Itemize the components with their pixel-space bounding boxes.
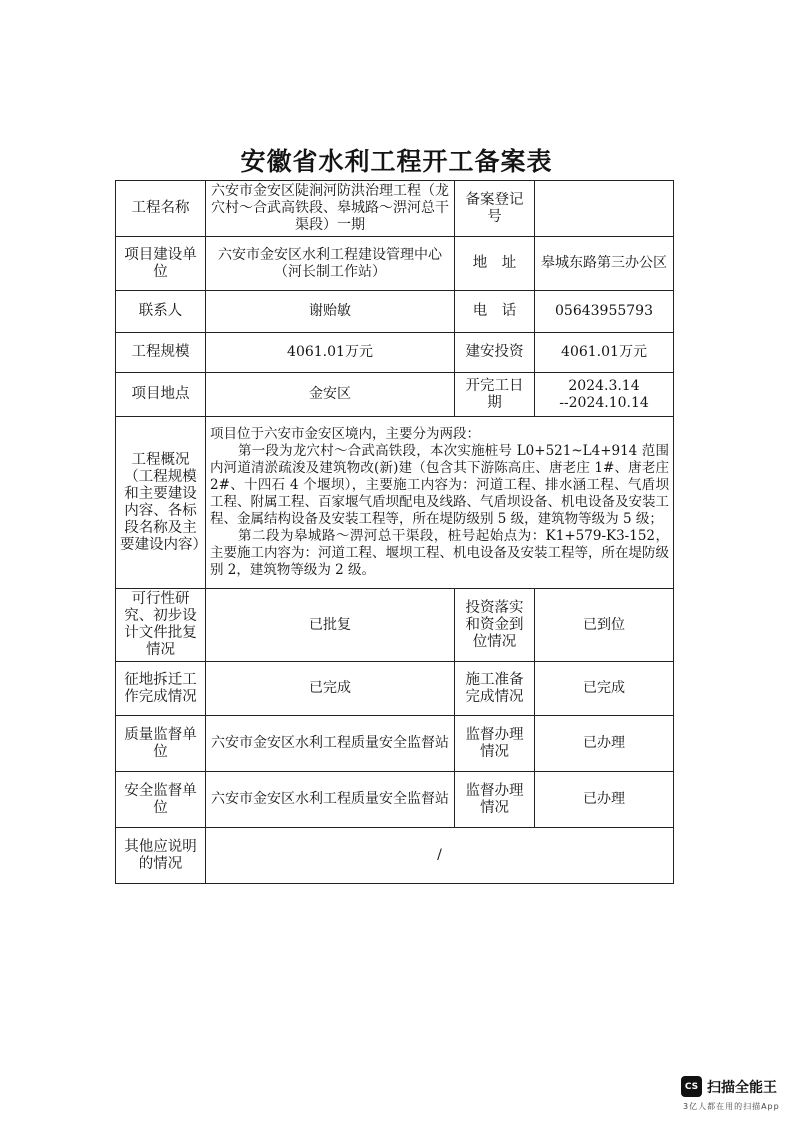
label-project-name: 工程名称	[116, 181, 206, 237]
row-approval	[116, 589, 674, 662]
value-safety-supervision-unit: 六安市金安区水利工程质量安全监督站	[206, 772, 455, 828]
row-overview	[116, 417, 674, 589]
row-project-name	[116, 181, 674, 237]
overview-paragraph-3: 第二段为皋城路～淠河总干渠段，桩号起始点为：K1+579-K3-152，主要施工内容为：河道工程、堰坝工程、机电设备及安装工程等，所在堤防级别 2，建筑物等级为 2 级。	[210, 528, 669, 578]
filing-form-table	[115, 180, 674, 884]
label-other-notes: 其他应说明的情况	[116, 828, 206, 884]
value-safety-supervision-status: 已办理	[535, 772, 674, 828]
value-land-acquisition: 已完成	[206, 662, 455, 716]
value-funding-status: 已到位	[535, 589, 674, 662]
overview-paragraph-1: 项目位于六安市金安区境内，主要分为两段：	[210, 426, 480, 442]
value-phone: 05643955793	[535, 291, 674, 333]
label-phone: 电 话	[455, 291, 535, 333]
label-feasibility-approval: 可行性研究、初步设计文件批复情况	[116, 589, 206, 662]
row-location	[116, 373, 674, 417]
row-quality-supervision	[116, 716, 674, 772]
end-date: --2024.10.14	[559, 394, 649, 411]
value-construction-investment: 4061.01万元	[535, 333, 674, 373]
start-date: 2024.3.14	[568, 377, 640, 394]
value-feasibility-approval: 已批复	[206, 589, 455, 662]
label-safety-supervision-status: 监督办理情况	[455, 772, 535, 828]
value-project-name: 六安市金安区陡涧河防洪治理工程（龙穴村～合武高铁段、皋城路～淠河总干渠段）一期	[206, 181, 455, 237]
row-land-acquisition	[116, 662, 674, 716]
label-quality-supervision-unit: 质量监督单位	[116, 716, 206, 772]
label-contact-person: 联系人	[116, 291, 206, 333]
row-other-notes	[116, 828, 674, 884]
label-quality-supervision-status: 监督办理情况	[455, 716, 535, 772]
value-start-end-date	[535, 373, 674, 417]
scanner-watermark	[681, 1076, 777, 1097]
value-project-scale: 4061.01万元	[206, 333, 455, 373]
value-project-location: 金安区	[206, 373, 455, 417]
label-construction-investment: 建安投资	[455, 333, 535, 373]
overview-paragraph-2: 第一段为龙穴村～合武高铁段，本次实施桩号 L0+521~L4+914 范围内河道清淤疏浚及建筑物改(新)建（包含其下游陈高庄、唐老庄 1#、唐老庄 2#、十四石 4 个堰坝），主要施工内容为：河道工程、排水涵工程、气盾坝工程、附属工程、百家堰气盾坝配电及线路、气盾坝设备、机电设备及安装工程、金属结构设备及安装工程等，所在堤防级别 5 级，建筑物等级为 5 级；	[210, 443, 669, 527]
row-contact	[116, 291, 674, 333]
value-other-notes: /	[206, 828, 674, 884]
value-quality-supervision-unit: 六安市金安区水利工程质量安全监督站	[206, 716, 455, 772]
label-address: 地 址	[455, 237, 535, 291]
document-title: 安徽省水利工程开工备案表	[240, 147, 553, 176]
value-address: 皋城东路第三办公区	[535, 237, 674, 291]
row-construction-unit	[116, 237, 674, 291]
value-registration-no	[535, 181, 674, 237]
value-construction-unit: 六安市金安区水利工程建设管理中心（河长制工作站）	[206, 237, 455, 291]
row-scale	[116, 333, 674, 373]
value-quality-supervision-status: 已办理	[535, 716, 674, 772]
label-safety-supervision-unit: 安全监督单位	[116, 772, 206, 828]
value-construction-preparation: 已完成	[535, 662, 674, 716]
scanner-tagline: 3亿人都在用的扫描App	[683, 1102, 780, 1111]
value-contact-person: 谢贻敏	[206, 291, 455, 333]
label-project-overview: 工程概况（工程规模和主要建设内容、各标段名称及主要建设内容）	[116, 417, 206, 589]
label-registration-no: 备案登记号	[455, 181, 535, 237]
label-construction-preparation: 施工准备完成情况	[455, 662, 535, 716]
label-land-acquisition: 征地拆迁工作完成情况	[116, 662, 206, 716]
label-project-scale: 工程规模	[116, 333, 206, 373]
label-construction-unit: 项目建设单位	[116, 237, 206, 291]
label-project-location: 项目地点	[116, 373, 206, 417]
camscanner-logo-icon: CS	[681, 1076, 702, 1097]
value-project-overview	[206, 417, 674, 589]
row-safety-supervision	[116, 772, 674, 828]
scanner-app-name: 扫描全能王	[707, 1079, 777, 1096]
label-start-end-date: 开完工日期	[455, 373, 535, 417]
label-funding-status: 投资落实和资金到位情况	[455, 589, 535, 662]
